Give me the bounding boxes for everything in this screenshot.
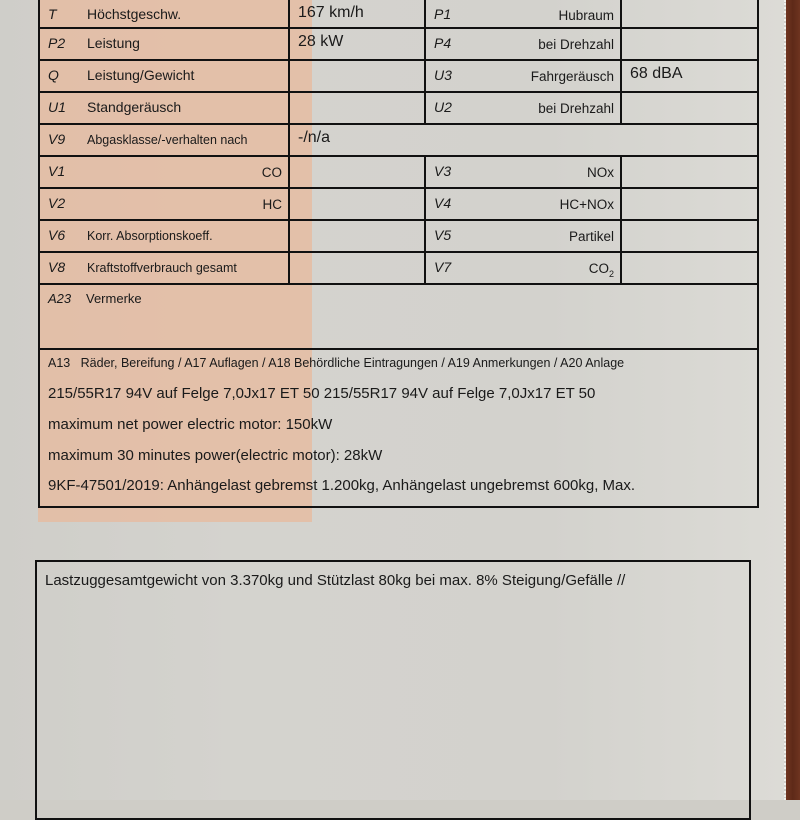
- remarks-block-A13: [40, 350, 757, 508]
- field-code: V7: [434, 259, 452, 275]
- field-code: A23: [48, 291, 72, 306]
- field-code: V8: [48, 259, 66, 275]
- field-label: Leistung/Gewicht: [87, 67, 195, 83]
- field-label: Leistung: [87, 35, 140, 51]
- field-code: V3: [434, 163, 452, 179]
- field-code: V1: [48, 163, 66, 179]
- field-label: CO: [261, 165, 282, 180]
- field-label: Korr. Absorptionskoeff.: [87, 229, 213, 243]
- field-code: V9: [48, 131, 66, 147]
- field-code: P1: [434, 6, 452, 22]
- field-value: 167 km/h: [298, 4, 364, 21]
- vehicle-data-table: [38, 0, 759, 508]
- table-row-V2: [40, 189, 757, 221]
- table-row-V6: [40, 221, 757, 253]
- table-row-A23: [40, 285, 757, 350]
- table-row-V1: [40, 157, 757, 189]
- field-label: Vermerke: [86, 291, 142, 306]
- table-row-T: [40, 0, 757, 29]
- field-code: U2: [434, 99, 452, 115]
- field-label: Fahrgeräusch: [530, 69, 614, 84]
- remarks-line: maximum net power electric motor: 150kW: [48, 416, 333, 433]
- field-value: 68 dBA: [630, 65, 683, 82]
- field-code: V6: [48, 227, 66, 243]
- field-value: -/n/a: [298, 129, 331, 146]
- field-label: Höchstgeschw.: [87, 6, 182, 22]
- table-row-V9: [40, 125, 757, 157]
- field-label-co2: $CO_2$: [588, 261, 614, 279]
- field-label: bei Drehzahl: [538, 37, 614, 52]
- field-label: HC+NOx: [559, 197, 614, 212]
- remarks-line: maximum 30 minutes power(electric motor): 28kW: [48, 447, 383, 464]
- continuation-text: Lastzuggesamtgewicht von 3.370kg und Stützlast 80kg bei max. 8% Steigung/Gefälle //: [45, 572, 626, 589]
- field-label: Standgeräusch: [87, 99, 182, 115]
- remarks-line: 215/55R17 94V auf Felge 7,0Jx17 ET 50 215/55R17 94V auf Felge 7,0Jx17 ET 50: [48, 385, 596, 402]
- field-label: bei Drehzahl: [538, 101, 614, 116]
- table-row-U1: [40, 93, 757, 125]
- field-code: T: [48, 6, 57, 22]
- remarks-header: A13 Räder, Bereifung / A17 Auflagen / A18 Behördliche Eintragungen / A19 Anmerkungen / A20 Anlage: [48, 356, 625, 370]
- field-code: V4: [434, 195, 452, 211]
- field-code: U3: [434, 67, 452, 83]
- field-code: P4: [434, 35, 452, 51]
- field-label: Abgasklasse/-verhalten nach: [87, 133, 248, 147]
- field-code: Q: [48, 67, 59, 83]
- field-label: Hubraum: [558, 8, 614, 23]
- field-code: P2: [48, 35, 66, 51]
- field-label: Partikel: [568, 229, 614, 244]
- field-code: V2: [48, 195, 66, 211]
- table-row-V8: [40, 253, 757, 285]
- field-code: U1: [48, 99, 66, 115]
- table-row-P2: [40, 29, 757, 61]
- table-row-Q: [40, 61, 757, 93]
- field-code: V5: [434, 227, 452, 243]
- field-value: 28 kW: [298, 33, 344, 50]
- field-label: Kraftstoffverbrauch gesamt: [87, 261, 237, 275]
- continuation-box: [35, 560, 751, 820]
- field-label: HC: [262, 197, 282, 212]
- field-label: NOx: [587, 165, 614, 180]
- remarks-line: 9KF-47501/2019: Anhängelast gebremst 1.200kg, Anhängelast ungebremst 600kg, Max.: [48, 477, 636, 494]
